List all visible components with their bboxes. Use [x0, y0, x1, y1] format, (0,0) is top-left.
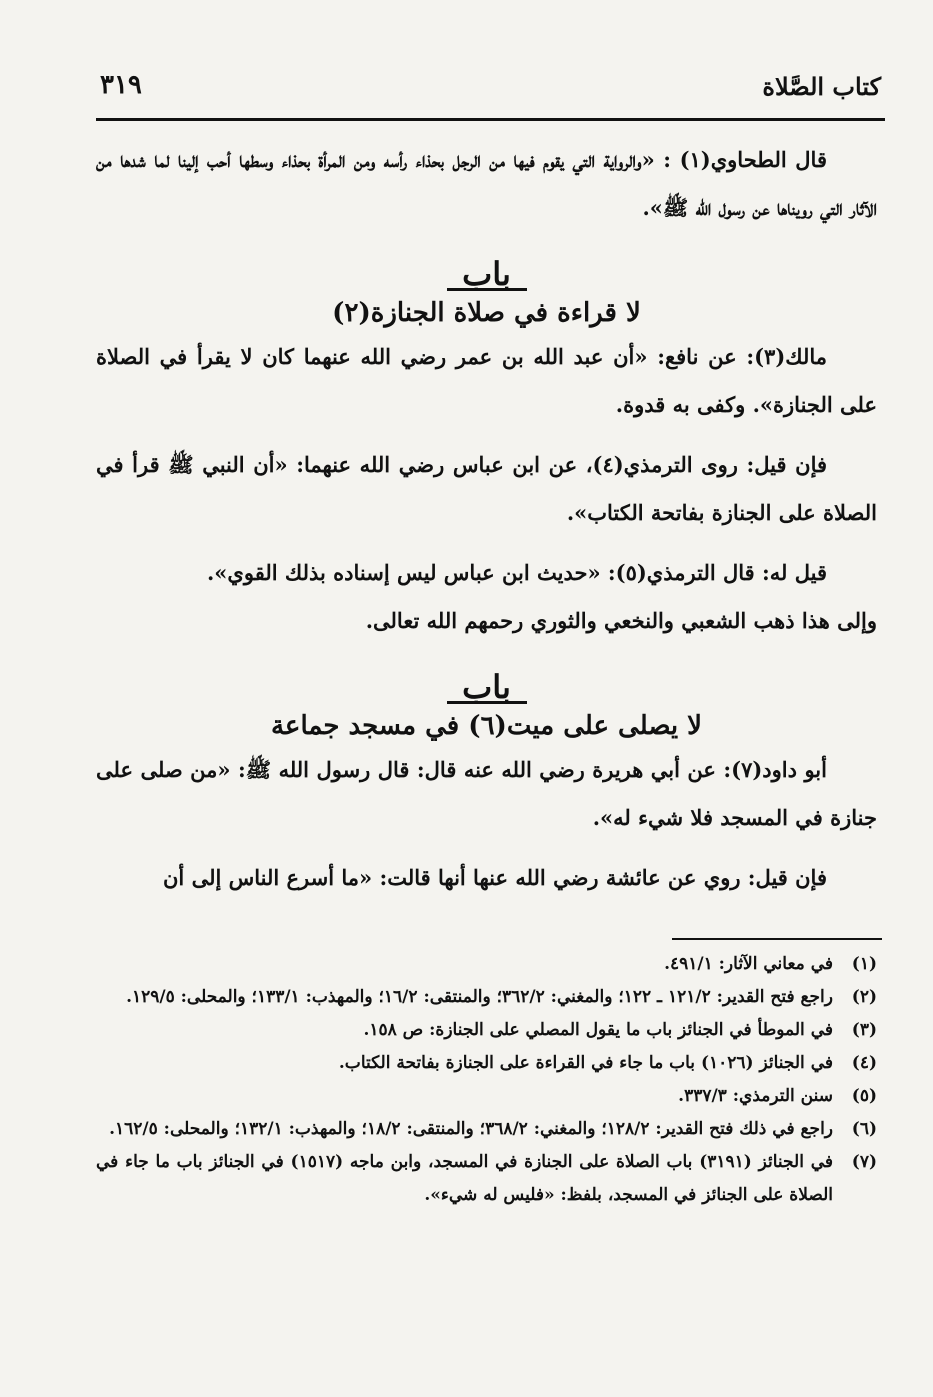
chapter-label-underline: [447, 288, 527, 291]
footnote-text: في الموطأ في الجنائز باب ما يقول المصلي على الجنازة: ص ١٥٨.: [363, 1020, 833, 1040]
chapter-heading: لا قراءة في صلاة الجنازة(٢): [332, 298, 641, 328]
footnote-number: (٤): [851, 1053, 877, 1073]
chapter-label: باب: [462, 255, 511, 293]
footnote: [96, 1080, 877, 1113]
footnote-number: (٣): [851, 1020, 877, 1040]
footnote-text: راجع في ذلك فتح القدير: ١٢٨/٢؛ والمغني: ٣٦٨/٢؛ والمنتقى: ١٨/٢؛ والمهذب: ١٣٢/١؛ والمحلى: ١٦٢/٥.: [109, 1119, 833, 1139]
chapter-label-underline: [447, 701, 527, 704]
footnote-text: سنن الترمذي: ٣٣٧/٣.: [678, 1086, 833, 1106]
footnote: [96, 1014, 877, 1047]
paragraph-aisha: فإن قيل: روي عن عائشة رضي الله عنها أنها قالت: «ما أسرع الناس إلى أن: [163, 865, 827, 890]
footnote-text: راجع فتح القدير: ١٢١/٢ ـ ١٢٢؛ والمغني: ٣٦٢/٢؛ والمنتقى: ١٦/٢؛ والمهذب: ١٣٣/١؛ والمحلى: ١٢٩/٥.: [126, 987, 833, 1007]
footnotes: [96, 948, 877, 1212]
chapter-heading: لا يصلى على ميت(٦) في مسجد جماعة: [270, 711, 702, 741]
paragraph-objection: فإن قيل: روى الترمذي(٤)، عن ابن عباس رضي الله عنهما: «أن النبي ﷺ قرأ في الصلاة على الجنازة بفاتحة الكتاب».: [96, 452, 877, 525]
footnote: [96, 948, 877, 981]
footnote-separator: [672, 938, 882, 940]
footnote-number: (٧): [851, 1152, 877, 1172]
header-rule: [96, 118, 885, 121]
main-text: [96, 136, 877, 902]
footnote: [96, 1047, 877, 1080]
footnote-text: في الجنائز (٣١٩١) باب الصلاة على الجنازة في المسجد، وابن ماجه (١٥١٧) في الجنائز باب ما جاء في الصلاة على الجنائز في المسجد، بلفظ: «فليس له شيء».: [96, 1152, 833, 1205]
paragraph-tahawi: قال الطحاوي(١) : «والرواية التي يقوم فيها من الرجل بحذاء رأسه ومن المرأة بحذاء وسطها أحب إلينا لما شدها من الآثار التي رويناها عن رسول الله ﷺ».: [96, 147, 877, 220]
footnote-text: في الجنائز (١٠٢٦) باب ما جاء في القراءة على الجنازة بفاتحة الكتاب.: [338, 1053, 833, 1073]
paragraph-opinion: وإلى هذا ذهب الشعبي والنخعي والثوري رحمهم الله تعالى.: [365, 608, 877, 633]
paragraph-reply: قيل له: قال الترمذي(٥): «حديث ابن عباس ليس إسناده بذلك القوي».: [206, 560, 827, 585]
footnote-number: (٥): [851, 1086, 877, 1106]
footnote: [96, 1146, 877, 1212]
footnote-number: (٦): [851, 1119, 877, 1139]
chapter-label: باب: [462, 668, 511, 706]
paragraph-abu-dawud: أبو داود(٧): عن أبي هريرة رضي الله عنه قال: قال رسول الله ﷺ: «من صلى على جنازة في المسجد فلا شيء له».: [96, 757, 877, 830]
footnote-number: (٢): [851, 987, 877, 1007]
footnote-number: (١): [851, 954, 877, 974]
running-header-title: كتاب الصَّلاة: [762, 72, 881, 101]
page-number: ٣١٩: [100, 70, 142, 100]
footnote-text: في معاني الآثار: ٤٩١/١.: [664, 954, 833, 974]
footnote: [96, 1113, 877, 1146]
paragraph-malik: مالك(٣): عن نافع: «أن عبد الله بن عمر رضي الله عنهما كان لا يقرأ في الصلاة على الجنازة». وكفى به قدوة.: [96, 344, 877, 417]
footnote: [96, 981, 877, 1014]
